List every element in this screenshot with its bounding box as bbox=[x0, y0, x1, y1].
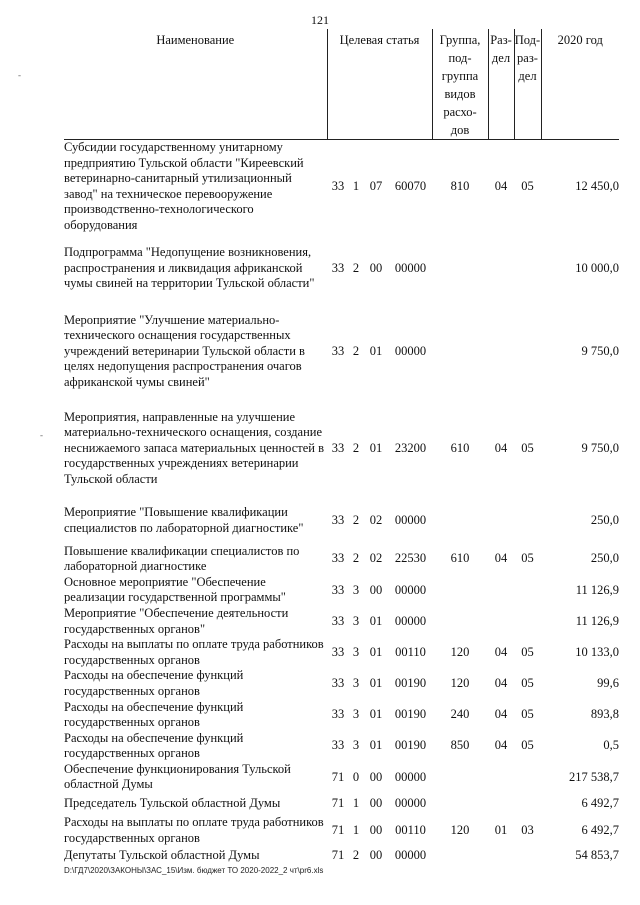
cell-p4: 00000 bbox=[394, 769, 427, 784]
table-row bbox=[64, 544, 619, 575]
header-target: Целевая статья bbox=[327, 29, 432, 140]
cell-p4: 00000 bbox=[394, 343, 427, 358]
cell-sec: 04 bbox=[494, 178, 508, 193]
cell-grp bbox=[432, 304, 488, 400]
cell-sub bbox=[514, 606, 541, 637]
cell-p4: 22530 bbox=[394, 551, 427, 566]
cell-p1: 71 bbox=[331, 769, 345, 784]
cell-grp bbox=[432, 847, 488, 865]
budget-table bbox=[64, 29, 619, 865]
cell-p1: 33 bbox=[331, 582, 345, 597]
header-year: 2020 год bbox=[541, 29, 619, 140]
cell-p3: 01 bbox=[369, 644, 383, 659]
cell-grp: 610 bbox=[450, 551, 470, 566]
cell-p2: 3 bbox=[352, 613, 360, 628]
cell-p4: 60070 bbox=[394, 178, 427, 193]
cell-name: Мероприятие "Улучшение материально-технического оснащения государственных учреждений ветеринарии Тульской области в целях недопущения распространения очагов африканской чумы свиней" bbox=[64, 312, 305, 389]
cell-p4: 00000 bbox=[394, 260, 427, 275]
cell-p4: 00110 bbox=[395, 644, 426, 659]
cell-name: Субсидии государственному унитарному предприятию Тульской области "Киреевский ветеринарно-санитарный утилизационный завод" на техническое перевооружение производственно-технологического оборудования bbox=[64, 140, 304, 232]
cell-sec: 04 bbox=[494, 551, 508, 566]
table-row bbox=[64, 234, 619, 304]
cell-amount: 250,0 bbox=[590, 551, 619, 566]
cell-amount: 6 492,7 bbox=[581, 822, 619, 837]
table-header-row bbox=[64, 29, 619, 140]
cell-p2: 2 bbox=[352, 260, 360, 275]
cell-sub: 05 bbox=[521, 707, 534, 722]
cell-grp: 120 bbox=[450, 644, 470, 659]
cell-sub bbox=[514, 847, 541, 865]
cell-p4: 00000 bbox=[394, 582, 427, 597]
cell-amount: 11 126,9 bbox=[575, 582, 619, 597]
cell-name: Повышение квалификации специалистов по лабораторной диагностике bbox=[64, 543, 300, 574]
cell-p1: 71 bbox=[331, 795, 345, 810]
cell-sub: 05 bbox=[521, 738, 534, 753]
cell-name: Обеспечение функционирования Тульской областной Думы bbox=[64, 761, 291, 792]
cell-p2: 3 bbox=[352, 582, 360, 597]
cell-amount: 54 853,7 bbox=[575, 848, 619, 863]
cell-amount: 10 133,0 bbox=[575, 644, 619, 659]
cell-amount: 250,0 bbox=[590, 512, 619, 527]
cell-p3: 01 bbox=[369, 676, 383, 691]
cell-p2: 2 bbox=[352, 551, 360, 566]
cell-sec bbox=[488, 847, 514, 865]
cell-p3: 00 bbox=[369, 260, 383, 275]
cell-p1: 33 bbox=[331, 644, 345, 659]
cell-sec: 04 bbox=[494, 676, 508, 691]
cell-name: Мероприятие "Обеспечение деятельности государственных органов" bbox=[64, 605, 289, 636]
cell-amount: 10 000,0 bbox=[575, 260, 619, 275]
table-row bbox=[64, 700, 619, 731]
header-group: Группа, под-группа видов расхо-дов bbox=[432, 29, 488, 140]
cell-p3: 01 bbox=[369, 613, 383, 628]
table-row bbox=[64, 762, 619, 793]
cell-amount: 9 750,0 bbox=[581, 343, 619, 358]
cell-sub bbox=[514, 575, 541, 606]
cell-amount: 6 492,7 bbox=[581, 795, 619, 810]
table-row bbox=[64, 847, 619, 865]
header-name: Наименование bbox=[64, 29, 327, 140]
cell-sub bbox=[514, 793, 541, 814]
cell-p3: 00 bbox=[369, 582, 383, 597]
cell-p2: 2 bbox=[352, 848, 360, 863]
cell-name: Расходы на выплаты по оплате труда работников государственных органов bbox=[64, 814, 324, 845]
header-subsection: Под-раз-дел bbox=[514, 29, 541, 140]
cell-amount: 99,6 bbox=[597, 676, 619, 691]
cell-p1: 71 bbox=[331, 822, 345, 837]
cell-p3: 02 bbox=[369, 551, 383, 566]
cell-name: Расходы на обеспечение функций государственных органов bbox=[64, 730, 244, 761]
cell-p4: 00190 bbox=[394, 738, 427, 753]
header-section: Раз-дел bbox=[488, 29, 514, 140]
cell-sec bbox=[488, 234, 514, 304]
cell-sec bbox=[488, 762, 514, 793]
cell-p1: 33 bbox=[331, 178, 345, 193]
cell-p2: 1 bbox=[352, 178, 360, 193]
cell-sec bbox=[488, 606, 514, 637]
cell-sub: 03 bbox=[521, 822, 534, 837]
cell-p4: 00190 bbox=[394, 676, 427, 691]
cell-p1: 33 bbox=[331, 707, 345, 722]
cell-p2: 3 bbox=[352, 707, 360, 722]
table-row bbox=[64, 140, 619, 234]
cell-p3: 00 bbox=[369, 769, 383, 784]
table-row bbox=[64, 814, 619, 847]
cell-grp bbox=[432, 762, 488, 793]
cell-p2: 1 bbox=[352, 822, 360, 837]
cell-grp bbox=[432, 234, 488, 304]
cell-sub bbox=[514, 498, 541, 544]
cell-name: Расходы на обеспечение функций государственных органов bbox=[64, 699, 244, 730]
cell-p4: 00000 bbox=[394, 848, 427, 863]
page-number: 121 bbox=[311, 13, 329, 27]
file-path-footer: D:\ГД7\2020\ЗАКОНЫ\ЗАС_15\Изм. бюджет ТО 2020-2022_2 чт\pr6.xls bbox=[64, 866, 324, 875]
cell-sub: 05 bbox=[521, 676, 534, 691]
cell-sec: 04 bbox=[494, 707, 508, 722]
cell-p1: 33 bbox=[331, 676, 345, 691]
cell-name: Основное мероприятие "Обеспечение реализации государственной программы" bbox=[64, 574, 286, 605]
table-row bbox=[64, 304, 619, 400]
cell-p4: 00000 bbox=[394, 795, 427, 810]
table-row bbox=[64, 400, 619, 498]
cell-sec: 04 bbox=[494, 738, 508, 753]
cell-p3: 02 bbox=[369, 512, 383, 527]
cell-sub: 05 bbox=[521, 440, 534, 455]
cell-p1: 33 bbox=[331, 551, 345, 566]
cell-p3: 01 bbox=[369, 343, 383, 358]
cell-name: Депутаты Тульской областной Думы bbox=[64, 848, 260, 863]
cell-name: Подпрограмма "Недопущение возникновения, распространения и ликвидация африканской чумы свиней на территории Тульской области" bbox=[64, 245, 315, 291]
cell-p1: 71 bbox=[331, 848, 345, 863]
cell-p4: 00000 bbox=[394, 512, 427, 527]
table-row bbox=[64, 575, 619, 606]
cell-p4: 00000 bbox=[394, 613, 427, 628]
cell-sub bbox=[514, 304, 541, 400]
scan-mark: - bbox=[40, 430, 43, 440]
cell-p2: 3 bbox=[352, 676, 360, 691]
cell-grp: 810 bbox=[450, 178, 470, 193]
cell-p3: 00 bbox=[369, 795, 383, 810]
cell-p3: 07 bbox=[369, 178, 383, 193]
cell-grp: 120 bbox=[450, 822, 470, 837]
cell-p2: 2 bbox=[352, 343, 360, 358]
cell-p2: 2 bbox=[352, 440, 360, 455]
cell-grp: 850 bbox=[450, 738, 470, 753]
cell-p2: 1 bbox=[352, 795, 360, 810]
cell-p3: 00 bbox=[369, 848, 383, 863]
cell-p2: 2 bbox=[352, 512, 360, 527]
cell-p4: 23200 bbox=[394, 440, 427, 455]
cell-p3: 01 bbox=[369, 440, 383, 455]
cell-p3: 00 bbox=[369, 822, 383, 837]
cell-p1: 33 bbox=[331, 613, 345, 628]
cell-name: Расходы на выплаты по оплате труда работников государственных органов bbox=[64, 637, 324, 667]
cell-sec bbox=[488, 575, 514, 606]
cell-p2: 3 bbox=[352, 738, 360, 753]
cell-p3: 01 bbox=[369, 738, 383, 753]
cell-sec: 04 bbox=[494, 440, 508, 455]
cell-sec bbox=[488, 793, 514, 814]
cell-amount: 893,8 bbox=[590, 707, 619, 722]
cell-sub: 05 bbox=[521, 551, 534, 566]
cell-sub bbox=[514, 234, 541, 304]
cell-grp bbox=[432, 498, 488, 544]
cell-p4: 00110 bbox=[395, 822, 426, 837]
table-row bbox=[64, 606, 619, 637]
cell-p2: 0 bbox=[352, 769, 360, 784]
table-row bbox=[64, 793, 619, 814]
cell-grp bbox=[432, 575, 488, 606]
table-row bbox=[64, 731, 619, 762]
cell-sec: 04 bbox=[494, 644, 508, 659]
cell-name: Председатель Тульской областной Думы bbox=[64, 795, 281, 810]
cell-sec bbox=[488, 498, 514, 544]
cell-p3: 01 bbox=[369, 707, 383, 722]
cell-grp bbox=[432, 606, 488, 637]
cell-amount: 9 750,0 bbox=[581, 440, 619, 455]
cell-grp: 240 bbox=[450, 707, 470, 722]
cell-sub: 05 bbox=[521, 178, 534, 193]
cell-sec: 01 bbox=[494, 822, 508, 837]
cell-p1: 33 bbox=[331, 260, 345, 275]
cell-p2: 3 bbox=[352, 644, 360, 659]
cell-p1: 33 bbox=[331, 738, 345, 753]
cell-p1: 33 bbox=[331, 440, 345, 455]
cell-sub: 05 bbox=[521, 644, 534, 659]
cell-name: Мероприятия, направленные на улучшение материально-технического оснащения, создание неснижаемого запаса материальных ценностей в государственных учреждениях ветеринарии Тульской области bbox=[64, 409, 325, 486]
cell-name: Расходы на обеспечение функций государственных органов bbox=[64, 668, 244, 698]
cell-grp bbox=[432, 793, 488, 814]
table-row bbox=[64, 668, 619, 699]
cell-grp: 610 bbox=[450, 440, 470, 455]
cell-sub bbox=[514, 762, 541, 793]
cell-amount: 12 450,0 bbox=[575, 178, 619, 193]
cell-amount: 11 126,9 bbox=[575, 613, 619, 628]
cell-p1: 33 bbox=[331, 343, 345, 358]
cell-name: Мероприятие "Повышение квалификации специалистов по лабораторной диагностике" bbox=[64, 504, 304, 535]
cell-amount: 0,5 bbox=[603, 738, 619, 753]
table-row bbox=[64, 498, 619, 544]
cell-grp: 120 bbox=[450, 676, 470, 691]
cell-p1: 33 bbox=[331, 512, 345, 527]
cell-p4: 00190 bbox=[394, 707, 427, 722]
cell-sec bbox=[488, 304, 514, 400]
cell-amount: 217 538,7 bbox=[569, 769, 619, 784]
scan-mark: - bbox=[18, 70, 21, 80]
table-row bbox=[64, 637, 619, 668]
